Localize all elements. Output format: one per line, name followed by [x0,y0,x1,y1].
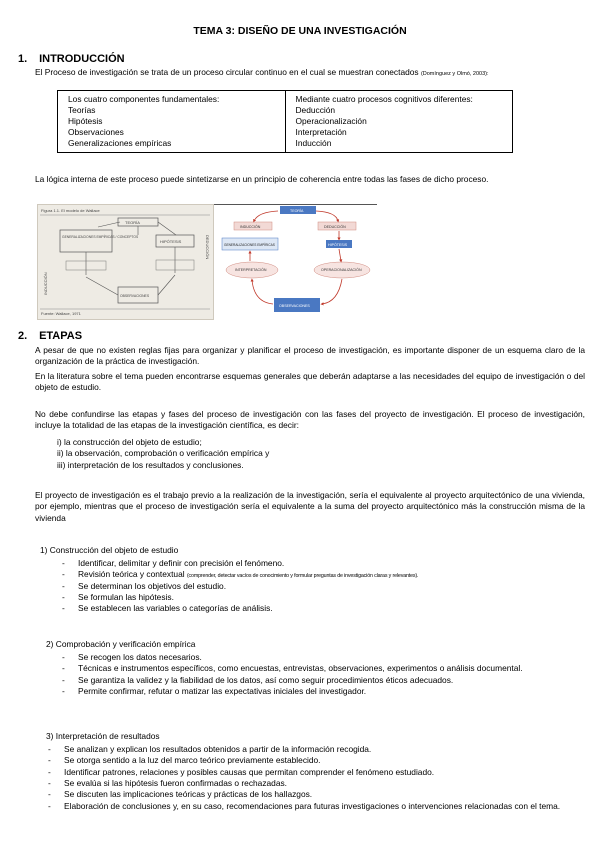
list-item-text: Se discuten las implicaciones teóricas y prácticas de los hallazgos. [64,789,313,800]
list-item [46,789,585,800]
list-item-text: Se analizan y explican los resultados obtenidos a partir de la información recogida. [64,744,372,754]
etapas-paragraph-3: No debe confundirse las etapas y fases del proceso de investigación con las fases del proyecto de investigación. El proceso de investigación, incluye la totalidad de las etapas de la investigación científica, es decir: [35,409,585,431]
step-1-list [60,558,585,615]
wallace-box-generalizaciones [60,230,112,252]
list-item [46,801,585,812]
list-item-text: Se establecen las variables o categorías de análisis. [78,603,273,614]
table-right-line: Deducción [295,105,336,116]
list-item-text: Se otorga sentido a la luz del marco teórico previamente establecido. [64,755,321,766]
table-left-line: Observaciones [68,127,124,138]
list-item-text: Se determinan los objetivos del estudio. [78,580,227,591]
cycle-observaciones-label: OBSERVACIONES [279,304,310,308]
step-2-list-container [60,652,585,697]
list-item [60,663,585,674]
cycle-induccion-label: INDUCCIÓN [240,225,261,229]
section-2-heading [18,329,82,344]
wallace-observaciones-label: OBSERVACIONES [120,294,150,298]
table-left-line: Teorías [68,105,96,116]
list-item-text: Identificar patrones, relaciones y posibles causas que permitan comprender el fenómeno estudiado. [64,766,435,777]
wallace-hipotesis-label: HIPÓTESIS [160,239,182,244]
roman-list-item: iii) interpretación de los resultados y conclusiones. [57,459,244,470]
wallace-diagram [38,205,213,319]
etapas-roman-list [57,437,269,471]
list-item [46,744,585,755]
step-2-list [60,652,585,697]
wallace-caption: Figura 1.1. El modelo de Wallace [41,208,100,213]
step-1-title: 1) Construcción del objeto de estudio [40,545,179,555]
list-item [60,603,585,614]
list-item-text: Revisión teórica y contextual [78,569,185,580]
list-item-text: Se recogen los datos necesarios. [78,652,202,662]
cycle-diagram [218,204,376,320]
roman-list-item: i) la construcción del objeto de estudio; [57,437,202,447]
list-item-text: Permite confirmar, refutar o matizar las expectativas iniciales del investigador. [78,686,367,697]
logic-paragraph: La lógica interna de este proceso puede sintetizarse en un principio de coherencia entre todas las fases de dicho proceso. [35,174,489,184]
etapas-paragraph-4: El proyecto de investigación es el trabajo previo a la realización de la investigación, sería el equivalente al proyecto arquitectónico de una vivienda, por ejemplo, mientras que el proceso de investigación sería el equivalente a la suma del proyecto arquitectónico más la construcción misma de la vivienda [35,490,585,523]
list-item-text: Elaboración de conclusiones y, en su caso, recomendaciones para futuras investigaciones o intervenciones relacionadas con el tema. [64,800,561,811]
section-1-heading [18,52,125,67]
step-3-list-container [46,744,585,812]
list-item [60,686,585,697]
section-1-number: 1. [18,53,28,65]
table-left-line: Hipótesis [68,116,103,127]
wallace-deduccion-label: DEDUCCIÓN [205,235,210,260]
list-item [60,675,585,686]
intro-paragraph [35,67,585,78]
list-item [46,778,585,789]
list-item-text: Se evalúa si las hipótesis fueron confirmadas o rechazadas. [64,778,287,789]
list-item-note: (comprender, detectar vacíos de conocimiento y formular preguntas de investigación claras y relevantes). [186,573,419,580]
cycle-teoria-label: TEORÍA [290,209,304,213]
wallace-induccion-label: INDUCCIÓN [43,272,48,295]
components-right-cell [285,91,513,153]
list-item [60,652,585,663]
cycle-interpretacion-label: INTERPRETACIÓN [235,268,267,272]
list-item [60,581,585,592]
list-item-text: Se formulan las hipótesis. [78,592,174,603]
step-2-title: 2) Comprobación y verificación empírica [46,639,196,649]
list-item [46,767,585,778]
list-item [60,592,585,603]
components-left-cell [58,91,286,153]
list-item-text: Identificar, delimitar y definir con precisión el fenómeno. [78,558,285,568]
wallace-generalizaciones-label: GENERALIZACIONES EMPÍRICAS / CONCEPTOS [62,235,139,239]
intro-text: El Proceso de investigación se trata de un proceso circular continuo en el cual se muestran conectados [35,67,419,77]
page-title: TEMA 3: DISEÑO DE UNA INVESTIGACIÓN [193,25,407,37]
table-right-line: Mediante cuatro procesos cognitivos diferentes: [295,94,473,104]
roman-list-item: ii) la observación, comprobación o verificación empírica y [57,448,270,459]
etapas-paragraph-2: En la literatura sobre el tema pueden encontrarse esquemas generales que deberán adaptarse a las necesidades del equipo de investigación o del objeto de estudio. [35,371,585,393]
wallace-footer: Fuente: Wallace, 1971 [41,311,81,316]
step-3-title: 3) Interpretación de resultados [46,731,160,741]
list-item-text: Técnicas e instrumentos específicos, como encuestas, entrevistas, observaciones, experimentos o análisis documental. [78,663,523,674]
list-item [60,569,585,580]
components-table [57,90,513,153]
step-1-list-container [60,558,585,615]
cycle-figure [218,204,376,320]
table-left-line: Generalizaciones empíricas [68,138,172,149]
table-left-line: Los cuatro componentes fundamentales: [68,94,220,104]
table-right-line: Inducción [295,138,332,149]
cycle-operacionalizacion-label: OPERACIONALIZACIÓN [321,268,362,272]
etapas-paragraph-1: A pesar de que no existen reglas fijas para organizar y planificar el proceso de investigación, es importante disponer de un esquema claro de la organización de la práctica de investigación. [35,345,585,367]
step-3-list [46,744,585,812]
wallace-figure [37,204,214,320]
table-right-line: Interpretación [295,127,347,138]
table-right-line: Operacionalización [295,116,367,127]
section-1-title: INTRODUCCIÓN [39,53,125,65]
section-2-number: 2. [18,330,28,342]
list-item [60,558,585,569]
wallace-teoria-label: TEORÍA [125,220,140,225]
section-2-title: ETAPAS [39,330,83,342]
list-item [46,755,585,766]
cycle-generalizaciones-label: GENERALIZACIONES EMPÍRICAS [224,243,275,247]
cycle-hipotesis-label: HIPÓTESIS [328,243,348,247]
cycle-deduccion-label: DEDUCCIÓN [324,225,346,229]
intro-citation: (Domínguez y Olmó, 2003): [420,71,489,77]
list-item-text: Se garantiza la validez y la fiabilidad de los datos, así como seguir procedimientos éticos adecuados. [78,674,454,685]
